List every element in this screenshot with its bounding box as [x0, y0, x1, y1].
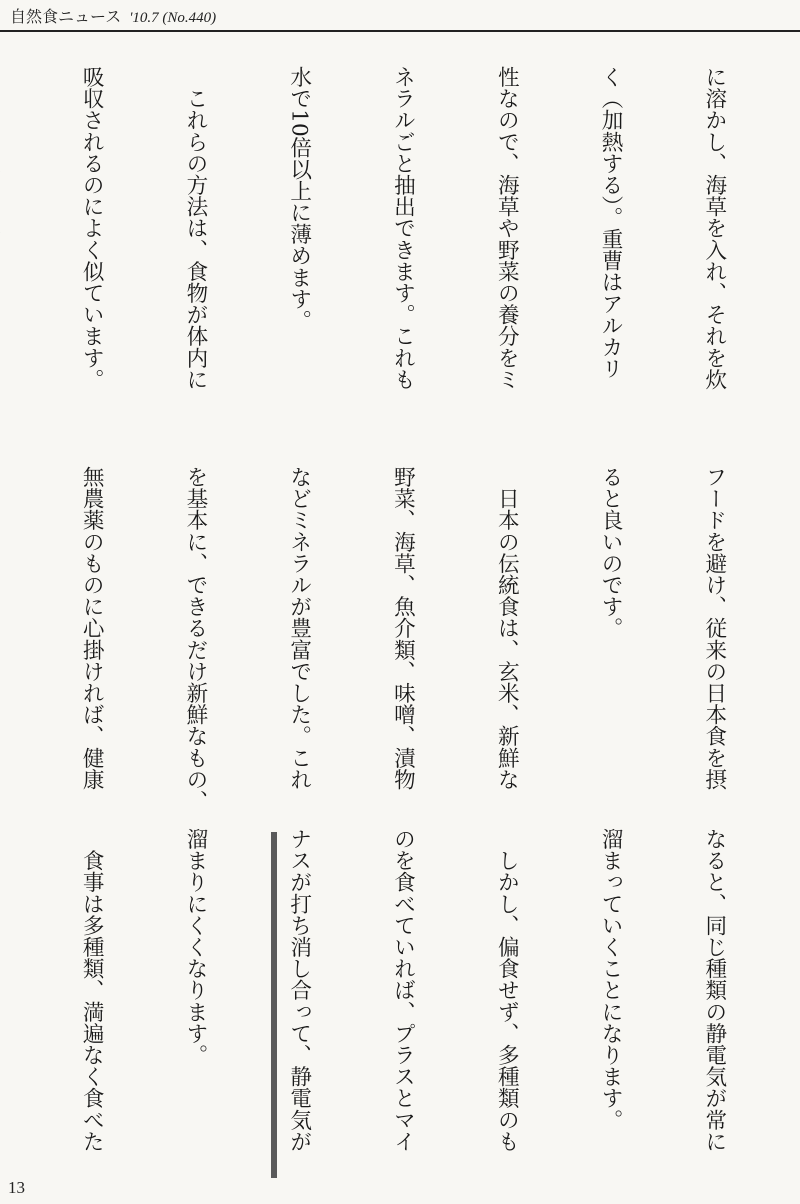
text-line: 食事は多種類、満遍なく食べた: [79, 828, 105, 1152]
text-line: 無農薬のものに心掛ければ、健康: [79, 466, 105, 790]
text-line: 日本の伝統食は、玄米、新鮮な: [494, 466, 520, 790]
text-line: [0, 66, 4, 424]
text-line: [0, 466, 4, 802]
text-line: 溜まっていくことになります。: [598, 828, 624, 1131]
text-line: を基本に、できるだけ新鮮なもの、: [182, 466, 208, 812]
text-line: 吸収されるのによく似ています。: [79, 66, 105, 390]
text-line: しかし、偏食せず、多種類のも: [494, 828, 520, 1152]
text-tier-3: [20, 828, 800, 1190]
text-line: 水で10倍以上に薄めます。: [286, 66, 312, 332]
text-line: なると、同じ種類の静電気が常に: [701, 828, 727, 1152]
text-line: ナスが打ち消し合って、静電気が: [286, 828, 312, 1152]
text-line: に溶かし、海草を入れ、それを炊: [701, 66, 727, 390]
text-line: 溜まりにくくなります。: [182, 828, 208, 1066]
text-line: ると良いのです。: [598, 466, 624, 639]
page-number: 13: [8, 1178, 25, 1197]
section-divider-bar: [271, 832, 277, 1178]
text-tier-2: [20, 466, 800, 812]
magazine-title: 自然食ニュース: [10, 7, 122, 26]
text-line: [0, 828, 4, 1190]
text-line: ネラルごと抽出できます。これも: [390, 66, 416, 390]
text-line: のを食べていれば、プラスとマイ: [390, 828, 416, 1152]
magazine-header: [10, 4, 216, 27]
text-tier-1: [20, 66, 800, 424]
text-line: フードを避け、従来の日本食を摂: [701, 466, 727, 790]
text-line: これらの方法は、食物が体内に: [182, 66, 208, 390]
issue-number: '10.7 (No.440): [129, 10, 217, 26]
text-line: く（加熱する）。重曹はアルカリ: [598, 66, 624, 380]
header-rule: [0, 30, 800, 32]
text-line: 野菜、海草、魚介類、味噌、漬物: [390, 466, 416, 790]
text-line: などミネラルが豊富でした。これ: [286, 466, 312, 790]
text-line: 性なので、海草や野菜の養分をミ: [494, 66, 520, 390]
